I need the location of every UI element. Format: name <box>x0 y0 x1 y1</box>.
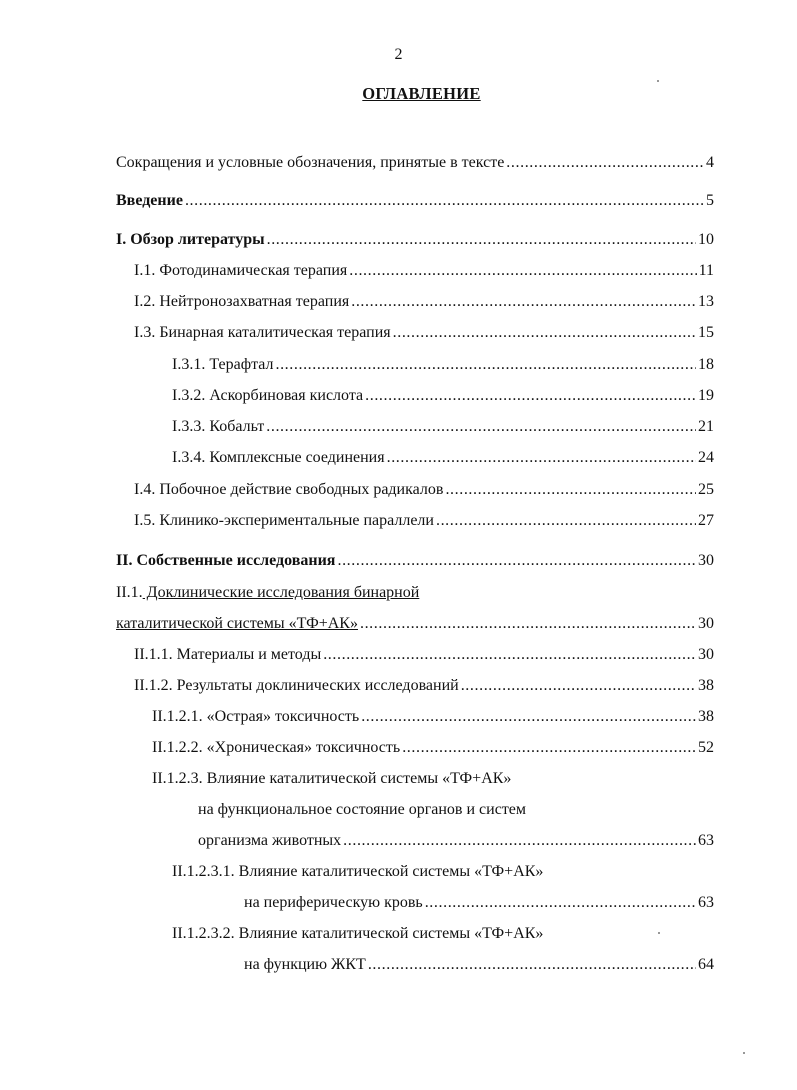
toc-label: Сокращения и условные обозначения, принятые в тексте <box>116 154 505 171</box>
toc-page-number: 63 <box>698 832 714 849</box>
toc-label: I.3.4. Комплексные соединения <box>172 449 385 466</box>
toc-leader-dots <box>402 738 696 758</box>
toc-label: I.5. Клинико-экспериментальные параллели <box>134 512 434 529</box>
toc-leader-dots <box>436 511 696 531</box>
toc-prefix: II.1. <box>116 584 143 601</box>
toc-page-number: 38 <box>698 708 714 725</box>
toc-page-number: 30 <box>698 552 714 569</box>
toc-leader-dots <box>445 480 696 500</box>
toc-entry-preclinical-line1 <box>116 583 419 603</box>
toc-leader-dots <box>267 230 696 250</box>
toc-entry-literature-review <box>116 230 714 250</box>
toc-entry-preclinical <box>116 614 714 634</box>
toc-leader-dots <box>365 386 696 406</box>
toc-entry-own-research <box>116 551 714 571</box>
toc-leader-dots <box>343 831 696 851</box>
toc-page-number: 5 <box>706 192 714 209</box>
toc-page-number: 30 <box>698 646 714 663</box>
toc-leader-dots <box>361 707 696 727</box>
toc-entry-chronic-toxicity <box>152 738 714 758</box>
toc-page-number: 10 <box>698 231 714 248</box>
toc-leader-dots <box>323 645 696 665</box>
toc-label: I. Обзор литературы <box>116 231 265 248</box>
toc-entry-cobalt <box>172 417 714 437</box>
toc-entry-blood-influence <box>244 893 714 913</box>
toc-entry-gi-influence <box>244 955 714 975</box>
toc-leader-dots <box>461 676 696 696</box>
toc-label: I.2. Нейтронозахватная терапия <box>134 293 350 310</box>
toc-page-number: 18 <box>698 356 714 373</box>
toc-page-number: 27 <box>698 512 714 529</box>
toc-page-number: 13 <box>698 293 714 310</box>
toc-label: II.1.2. Результаты доклинических исследований <box>134 677 459 694</box>
toc-entry-materials-methods <box>134 645 714 665</box>
scan-speck <box>657 80 659 82</box>
toc-leader-dots <box>275 355 696 375</box>
toc-label: I.3.3. Кобальт <box>172 418 265 435</box>
toc-label: I.3.2. Аскорбиновая кислота <box>172 387 364 404</box>
toc-page-number: 63 <box>698 894 714 911</box>
toc-leader-dots <box>425 893 696 913</box>
toc-label: I.4. Побочное действие свободных радикалов <box>134 481 444 498</box>
scan-speck <box>658 932 660 934</box>
toc-label: каталитической системы «ТФ+АК» <box>116 615 358 632</box>
toc-label: Введение <box>116 192 183 209</box>
toc-leader-dots <box>337 551 696 571</box>
toc-page-number: 30 <box>698 615 714 632</box>
toc-leader-dots <box>185 191 704 211</box>
toc-label: II.1.2.1. «Острая» токсичность <box>152 708 360 725</box>
toc-entry-neutron-capture-therapy <box>134 292 714 312</box>
toc-label: организма животных <box>198 832 342 849</box>
toc-page-number: 52 <box>698 739 714 756</box>
toc-page-number: 11 <box>698 262 714 279</box>
toc-label: на функцию ЖКТ <box>244 956 366 973</box>
toc-entry-photodynamic-therapy <box>134 261 714 281</box>
toc-entry-free-radicals <box>134 480 714 500</box>
toc-entry-abbreviations <box>116 153 714 173</box>
toc-leader-dots <box>393 323 696 343</box>
toc-label: I.3.1. Терафтал <box>172 356 274 373</box>
toc-leader-dots <box>360 614 696 634</box>
toc-page-number: 19 <box>698 387 714 404</box>
toc-entry-introduction <box>116 191 714 211</box>
toc-entry-complex-compounds <box>172 448 714 468</box>
toc-entry-ascorbic-acid <box>172 386 714 406</box>
toc-leader-dots <box>387 448 696 468</box>
toc-entry-organ-influence <box>198 831 714 851</box>
toc-entry-blood-influence-line1: II.1.2.3.1. Влияние каталитической системы «ТФ+АК» <box>172 863 544 880</box>
toc-entry-organ-influence-line2: на функциональное состояние органов и систем <box>198 801 527 818</box>
toc-label: II.1.1. Материалы и методы <box>134 646 322 663</box>
toc-entry-preclinical-results <box>134 676 714 696</box>
toc-leader-dots <box>368 955 696 975</box>
toc-entry-clinical-parallels <box>134 511 714 531</box>
scan-speck <box>743 1052 745 1054</box>
toc-leader-dots <box>351 292 696 312</box>
toc-label: II.1.2.2. «Хроническая» токсичность <box>152 739 401 756</box>
toc-page-number: 21 <box>698 418 714 435</box>
toc-page-number: 24 <box>698 449 714 466</box>
page-title: ОГЛАВЛЕНИЕ <box>362 84 481 103</box>
toc-entry-teraphthal <box>172 355 714 375</box>
toc-entry-organ-influence-line1: II.1.2.3. Влияние каталитической системы «ТФ+АК» <box>152 770 512 787</box>
toc-leader-dots <box>349 261 696 281</box>
toc-page-number: 4 <box>706 154 714 171</box>
toc-label: Доклинические исследования бинарной <box>142 584 420 601</box>
toc-label: I.1. Фотодинамическая терапия <box>134 262 348 279</box>
toc-page-number: 38 <box>698 677 714 694</box>
toc-leader-dots <box>506 153 704 173</box>
toc-leader-dots <box>266 417 696 437</box>
toc-entry-acute-toxicity <box>152 707 714 727</box>
toc-entry-gi-influence-line1: II.1.2.3.2. Влияние каталитической системы «ТФ+АК» <box>172 925 544 942</box>
toc-page-number: 64 <box>698 956 714 973</box>
toc-page-number: 25 <box>698 481 714 498</box>
toc-page-number: 15 <box>698 324 714 341</box>
toc-label: I.3. Бинарная каталитическая терапия <box>134 324 391 341</box>
toc-label: II. Собственные исследования <box>116 552 336 569</box>
toc-label: на периферическую кровь <box>244 894 423 911</box>
page-number: 2 <box>394 46 403 63</box>
toc-entry-binary-catalytic-therapy <box>134 323 714 343</box>
